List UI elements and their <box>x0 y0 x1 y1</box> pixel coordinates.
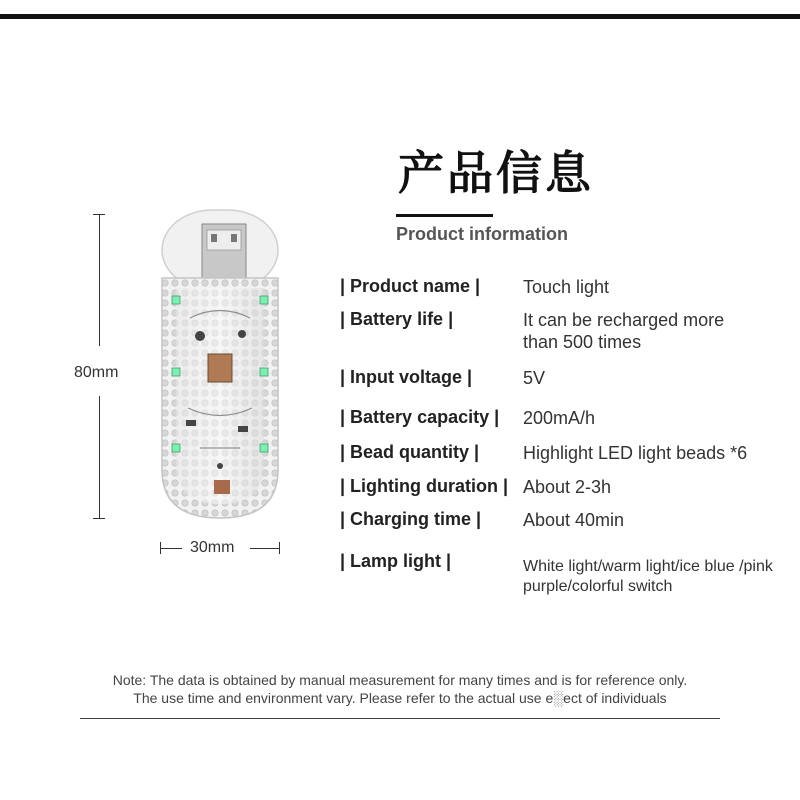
title-underline <box>396 214 493 217</box>
note-line-2: The use time and environment vary. Please refer to the actual use e░ect of individuals <box>133 690 667 706</box>
spec-label: | Battery capacity | <box>340 407 500 427</box>
spec-row-battery-life <box>0 309 800 352</box>
spec-value: Highlight LED light beads *6 <box>523 443 748 463</box>
section-subtitle-en: Product information <box>396 224 568 244</box>
spec-value: About 40min <box>523 510 625 530</box>
spec-value: About 2-3h <box>523 477 612 497</box>
spec-label: | Lighting duration | <box>340 476 509 496</box>
spec-row-battery-capacity <box>0 407 800 437</box>
spec-value: Touch light <box>523 277 610 297</box>
spec-label: | Bead quantity | <box>340 442 480 462</box>
spec-row-product-name <box>0 276 800 306</box>
spec-value: White light/warm light/ice blue /pink purple/colorful switch <box>523 558 773 595</box>
spec-label: | Battery life | <box>340 309 454 329</box>
dimension-width-line-right <box>250 548 280 549</box>
usb-touch-light-image <box>160 208 280 520</box>
spec-row-lamp-light <box>0 551 800 601</box>
spec-row-charging-time <box>0 509 800 539</box>
spec-value: It can be recharged more than 500 times <box>523 310 725 352</box>
spec-row-lighting-duration <box>0 476 800 506</box>
top-border-bar <box>0 14 800 19</box>
spec-row-bead-quantity <box>0 442 800 472</box>
spec-label: | Lamp light | <box>340 551 452 571</box>
spec-row-input-voltage <box>0 367 800 397</box>
spec-value: 5V <box>523 368 546 388</box>
bottom-divider <box>80 718 720 719</box>
note-line-1: Note: The data is obtained by manual measurement for many times and is for reference only. <box>112 672 688 688</box>
spec-label: | Input voltage | <box>340 367 473 387</box>
section-title-cn: 产品信息 <box>398 146 594 200</box>
dimension-width-label: 30mm <box>190 539 235 556</box>
dimension-height-label: 80mm <box>74 364 119 381</box>
dimension-width-line-left <box>160 548 182 549</box>
spec-label: | Charging time | <box>340 509 482 529</box>
spec-label: | Product name | <box>340 276 481 296</box>
spec-value: 200mA/h <box>523 408 596 428</box>
